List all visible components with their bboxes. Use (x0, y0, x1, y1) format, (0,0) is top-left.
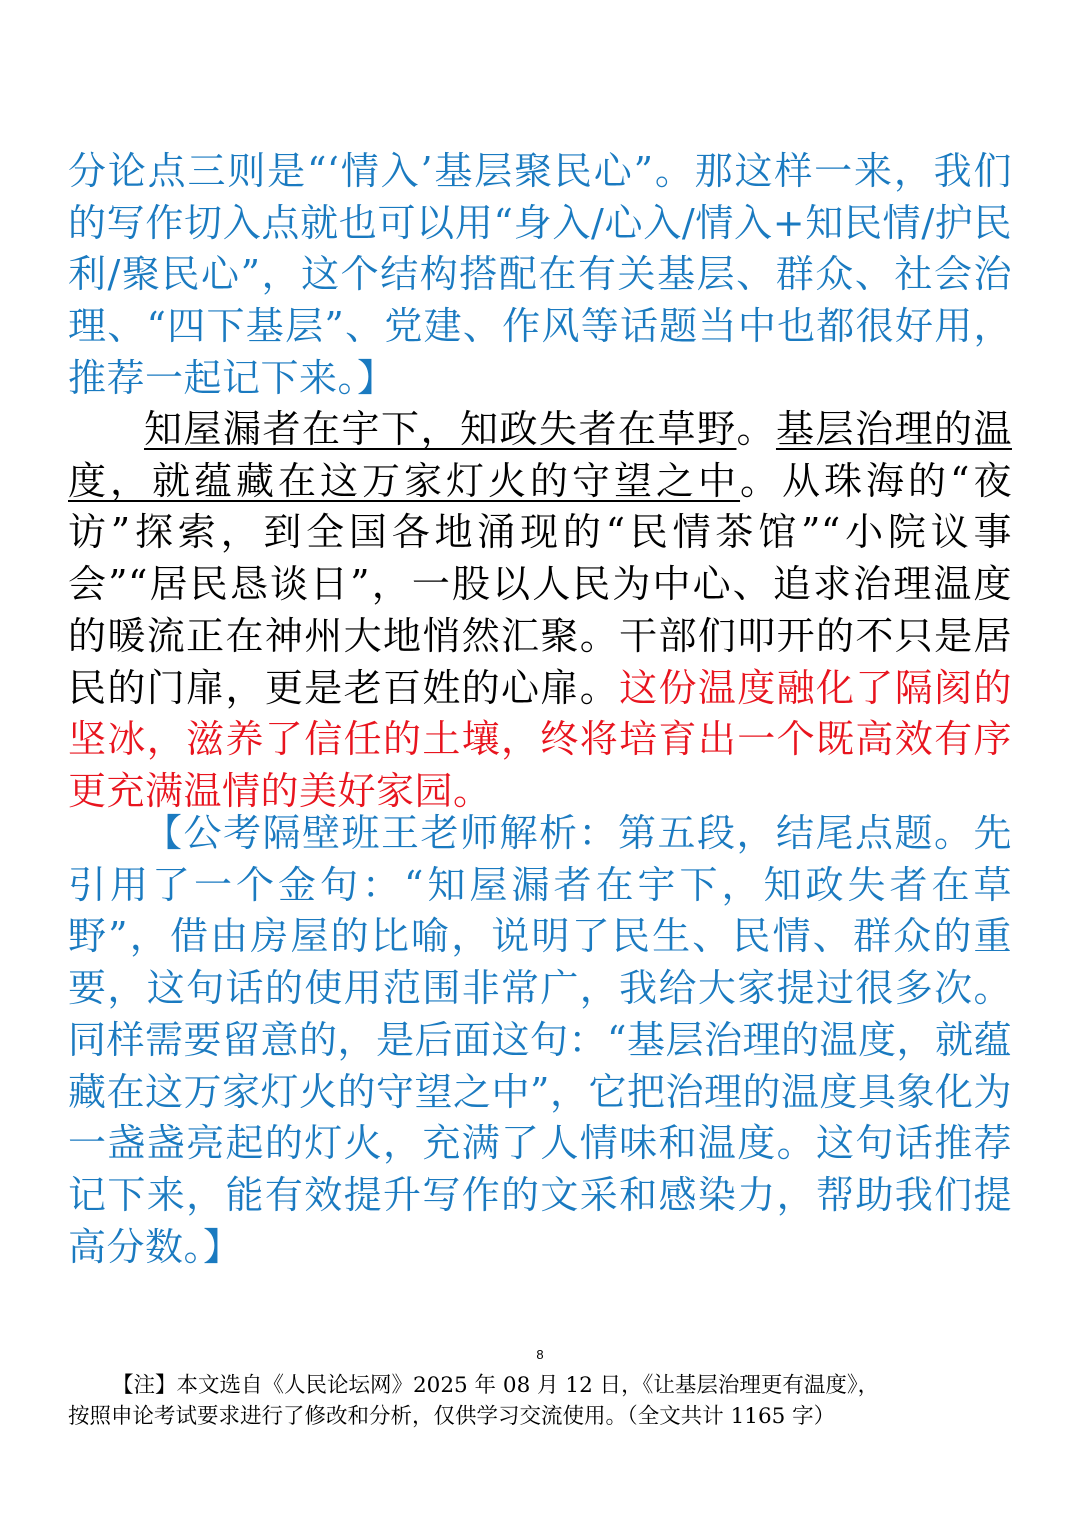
page-number: 8 (536, 1347, 544, 1362)
quote-underlined-2: 基层治理的温度，就蕴藏在这万家灯火的守望之中 (68, 407, 1012, 503)
quote-underlined-1: 知屋漏者在宇下，知政失者在草野 (144, 407, 737, 451)
source-note-line-1: 【注】本文选自《人民论坛网》2025 年 08 月 12 日，《让基层治理更有温度》， (112, 1373, 880, 1398)
analysis-text: 【公考隔壁班王老师解析：第五段，结尾点题。先引用了一个金句：“知屋漏者在宇下，知政失者在草野”，借由房屋的比喻，说明了民生、民情、群众的重要，这句话的使用范围非常广，我给大家提过很多次。同样需要留意的，是后面这句：“基层治理的温度，就蕴藏在这万家灯火的守望之中”，它把治理的温度具象化为一盏盏亮起的灯火，充满了人情味和温度。这句话推荐记下来，能有效提升写作的文采和感染力，帮助我们提高分数。】 (68, 811, 1012, 1269)
teacher-analysis-paragraph (68, 808, 1012, 1273)
analysis-paragraph-continued (68, 146, 1012, 405)
highlighted-conclusion: 这份温度融化了隔阂的坚冰，滋养了信任的土壤，终将培育出一个既高效有序更充满温情的美好家园。 (68, 665, 1012, 813)
essay-paragraph-five (68, 404, 1012, 818)
essay-body-text: 。从珠海的“夜访”探索，到全国各地涌现的“民情茶馆”“小院议事会”“居民恳谈日”，一股以人民为中心、追求治理温度的暖流正在神州大地悄然汇聚。干部们叩开的不只是居民的门扉，更是老百姓的心扉。 (68, 458, 1012, 710)
quote-separator: 。 (736, 407, 776, 451)
analysis-text: 分论点三则是“‘情入’基层聚民心”。那这样一来，我们的写作切入点就也可以用“身入/心入/情入+知民情/护民利/聚民心”，这个结构搭配在有关基层、群众、社会治理、“四下基层”、党建、作风等话题当中也都很好用，推荐一起记下来。】 (68, 149, 1012, 400)
source-note-line-2: 按照申论考试要求进行了修改和分析，仅供学习交流使用。（全文共计 1165 字） (68, 1404, 836, 1429)
source-note (68, 1370, 1012, 1432)
